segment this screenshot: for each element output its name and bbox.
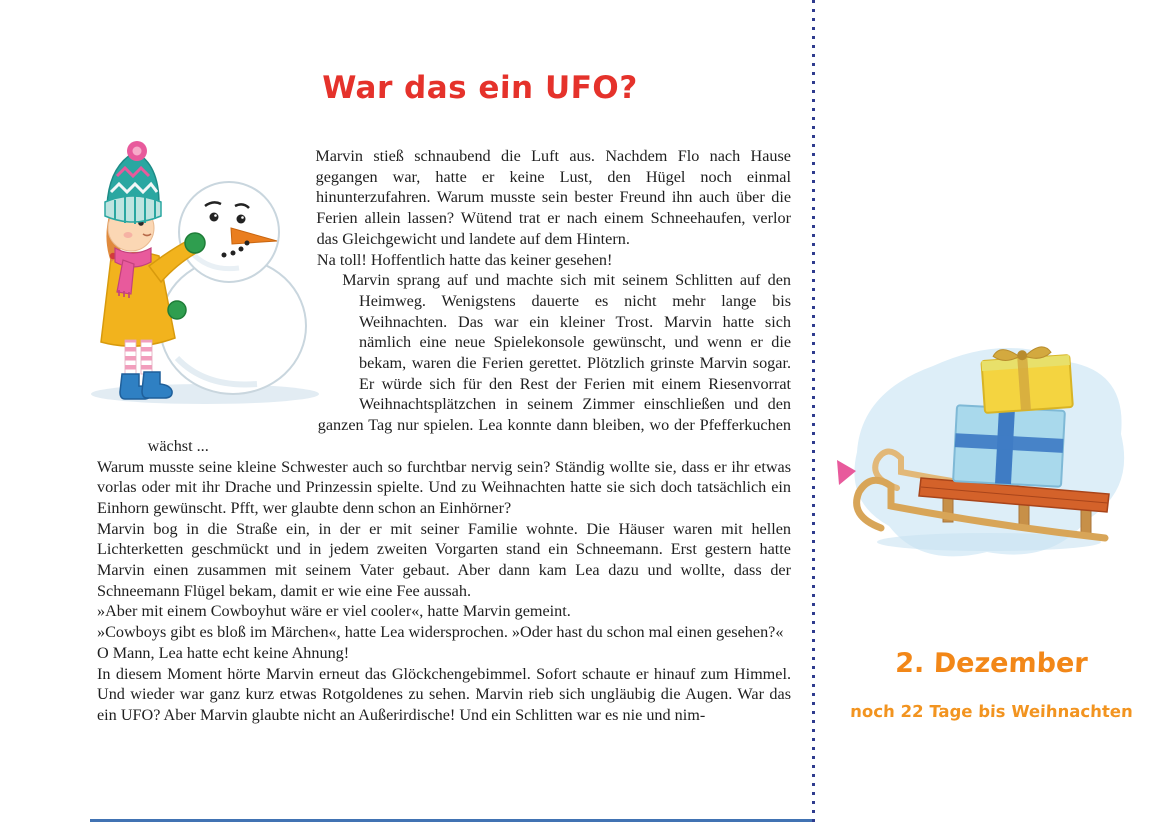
mitten [185, 233, 205, 253]
story-body [97, 146, 791, 726]
story-title: War das ein UFO? [321, 70, 638, 106]
story-paragraph: In diesem Moment hörte Marvin erneut das Glöckchengebimmel. Sofort schaute er hinauf zum Himmel. Und wieder war ganz kurz etwas Rotgoldenes zu sehen. Marvin rieb sich ungläubig die Augen. War das ein UFO? Aber Marvin glaubte nicht an Außerirdische! Und ein Schlitten war es nie und nim- [97, 664, 791, 724]
story-paragraph: Marvin stieß schnaubend die Luft aus. Nachdem Flo nach Hause gegangen war, hatte er keine Lust, den Hügel noch einmal hinunterzufahren. Warum musste sein bester Freund ihn auch über die Ferien allein lassen? Wütend trat er nach einem Schneehaufen, verlor das Gleichgewicht und landete auf dem Hintern. [315, 147, 791, 248]
story-column [97, 68, 791, 726]
girl-snowman-icon [77, 140, 327, 408]
calendar-date: 2. Dezember [894, 648, 1089, 679]
page-bottom-rule [90, 819, 812, 822]
story-paragraph: Marvin sprang auf und machte sich mit seinem Schlitten auf den Heimweg. Wenigstens dauerte es nicht mehr lange bis Weihnachten. Das war ein kleiner Trost. Marvin hatte sich nämlich eine neue Spielekonsole gewünscht, und wenn er die bekam, waren die Ferien gerettet. Plötzlich grinste Marvin sogar. Er würde sich für den Rest der Ferien mit einem Riesenvorrat Weihnachtsplätzchen in seinem Zimmer einschließen und den ganzen Tag nur spielen. Lea konnte dann bleiben, wo der Pfefferkuchen wächst ... [147, 271, 791, 455]
blue-present [953, 405, 1065, 487]
pink-scrap [837, 460, 856, 485]
mitten [168, 301, 186, 319]
story-paragraph: Na toll! Hoffentlich hatte das keiner gesehen! [316, 250, 613, 269]
yellow-present [981, 345, 1073, 413]
snowman [160, 182, 306, 394]
story-paragraph: Warum musste seine kleine Schwester auch so furchtbar nervig sein? Ständig wollte sie, dass er ihr etwas vorlas oder mit ihr Drache und Prinzessin spielte. Und zu Weihnachten hatte sie sich doch tatsächlich ein Einhorn gewünscht. Pfft, wer glaubte denn schon an Einhörner? [97, 457, 791, 517]
story-paragraph: »Cowboys gibt es bloß im Märchen«, hatte Lea widersprochen. »Oder hast du schon mal einen gesehen?« [97, 623, 784, 642]
calendar-countdown: noch 22 Tage bis Weihnachten [849, 702, 1134, 721]
sled-presents-illustration [837, 330, 1137, 582]
sled-presents-icon [837, 330, 1137, 582]
story-paragraph: Marvin bog in die Straße ein, in der er mit seiner Familie wohnte. Die Häuser waren mit hellen Lichterketten geschmückt und in jedem zweiten Vorgarten stand ein Schneemann. Erst gestern hatte Marvin einen zusammen mit seinem Vater gebaut. Aber dann kam Lea dazu und wollte, dass der Schneemann Flügel bekam, damit er wie eine Fee aussah. [97, 519, 791, 600]
story-paragraph: »Aber mit einem Cowboyhut wäre er viel cooler«, hatte Marvin gemeint. [97, 602, 571, 621]
margin-column [815, 0, 1168, 826]
story-paragraph: O Mann, Lea hatte echt keine Ahnung! [97, 643, 350, 662]
